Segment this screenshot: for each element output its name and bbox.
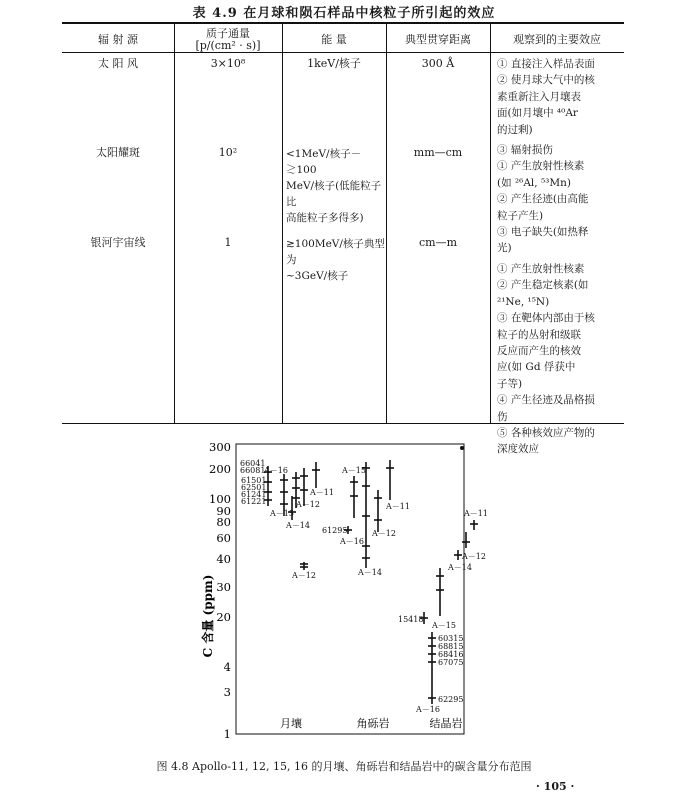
effects-line: (如 ²⁶Al, ⁵³Mn) — [497, 176, 571, 189]
effects-line: 素重新注入月壤表 — [497, 90, 581, 103]
header-source: 辐 射 源 — [98, 33, 138, 46]
row2-penetration: mm—cm — [413, 146, 463, 159]
row2-energy — [286, 146, 386, 226]
effects-line: 面(如月壤中 ⁴⁰Ar — [497, 107, 578, 120]
a12-label: A－12 — [462, 552, 486, 561]
effects-column — [497, 56, 687, 458]
y-tick-label: 200 — [209, 462, 231, 476]
outlier-point — [460, 446, 464, 450]
a16-label: A－16 — [340, 537, 364, 546]
effects-line: ② 产生径迹(由高能 — [497, 193, 589, 206]
crystalline-annotations — [398, 509, 488, 714]
sample-61295-label: 61295 — [322, 526, 348, 535]
a14-label: A－14 — [358, 568, 382, 577]
effects-line: ① 产生放射性核素 — [497, 160, 585, 173]
a11-label: A－11 — [310, 488, 334, 497]
row1-source: 太 阳 风 — [98, 57, 138, 70]
a15-label: A－15 — [270, 509, 294, 518]
effects-line: 反应而产生的核效 — [497, 344, 581, 357]
row2-energy-line: 高能粒子多得多) — [286, 212, 364, 224]
header-energy: 能 量 — [321, 33, 347, 46]
header-flux-line1: 质子通量 — [206, 27, 250, 40]
y-tick-label: 90 — [216, 504, 231, 518]
row1-flux: 3×10⁸ — [210, 57, 246, 70]
soil-sample-label: 62501 — [241, 483, 267, 492]
row2-energy-line: MeV/核子(低能粒子比 — [286, 180, 382, 208]
header-penetration: 典型贯穿距离 — [405, 33, 471, 46]
effects-line: ② 产生稳定核素(如 — [497, 279, 589, 292]
a14-label: A－14 — [448, 563, 472, 572]
soil-sample-label: 61501 — [241, 476, 267, 485]
effects-line: ① 直接注入样品表面 — [497, 58, 595, 70]
table-title: 表 4.9 在月球和陨石样品中核粒子所引起的效应 — [192, 6, 496, 21]
x-category-label: 角砾岩 — [356, 717, 390, 730]
crystalline-sample-label: 67075 — [438, 658, 464, 667]
sample-15418-label: 15418 — [398, 615, 424, 624]
a12-label: A－12 — [372, 529, 396, 538]
y-tick-label: 40 — [216, 552, 231, 566]
col-divider — [282, 22, 283, 424]
soil-sample-label: 61221 — [241, 497, 267, 506]
effects-line: 伤 — [497, 410, 508, 423]
crystalline-sample-label: 60315 — [438, 634, 464, 643]
row1-energy: 1keV/核子 — [307, 57, 361, 70]
y-axis-label: C 含量 (ppm) — [201, 574, 215, 658]
row3-energy-line: ≳100MeV/核子典型为 — [286, 238, 385, 266]
col-divider — [386, 22, 387, 424]
effects-line: ③ 电子缺失(如热释 — [497, 226, 589, 239]
carbon-content-figure — [0, 436, 688, 754]
crystalline-sample-ranges — [420, 520, 478, 704]
effects-line: ③ 在靶体内部由于核 — [497, 312, 595, 325]
crystalline-sample-label: 68815 — [438, 642, 464, 651]
a15-label: A－15 — [432, 621, 456, 630]
col-divider — [490, 22, 491, 424]
soil-sample-label: 61241 — [241, 490, 267, 499]
row2-flux: 10² — [218, 146, 238, 159]
row3-flux: 1 — [224, 236, 232, 249]
x-category-label: 月壤 — [280, 717, 302, 730]
soil-annotations — [240, 459, 334, 580]
effects-line: ④ 产生径迹及晶格损 — [497, 394, 595, 407]
row2-source: 太阳耀斑 — [96, 146, 140, 159]
effects-line: 光) — [497, 242, 512, 255]
effects-line: 的过剩) — [497, 123, 533, 136]
col-divider — [174, 22, 175, 424]
y-tick-label: 300 — [209, 440, 231, 454]
effects-line: 应(如 Gd 俘获中 — [497, 361, 576, 374]
effects-line: ③ 辐射损伤 — [497, 144, 553, 157]
row3-energy — [286, 236, 386, 284]
y-tick-label: 1 — [223, 727, 231, 741]
effects-line: ② 使月球大气中的核 — [497, 74, 595, 87]
y-tick-label: 3 — [223, 685, 231, 699]
soil-sample-label: 66041 — [240, 459, 266, 468]
page-number: · 105 · — [536, 780, 575, 793]
y-tick-label: 100 — [209, 492, 231, 506]
table-header-rule — [62, 52, 624, 53]
a12-label: A－12 — [292, 571, 316, 580]
plot-frame — [236, 444, 464, 734]
effects-line: 粒子的丛射和级联 — [497, 328, 581, 341]
row3-source: 银河宇宙线 — [90, 236, 146, 249]
effects-line: ²¹Ne, ¹⁵N) — [497, 295, 550, 308]
effects-line: 深度效应 — [497, 443, 539, 456]
y-tick-label: 30 — [216, 580, 231, 594]
a12-label: A－12 — [296, 500, 320, 509]
y-tick-label: 20 — [216, 610, 231, 624]
a11-label: A－11 — [464, 509, 488, 518]
figure-caption: 图 4.8 Apollo-11, 12, 15, 16 的月壤、角砾岩和结晶岩中的碳含量分布范围 — [156, 760, 532, 773]
header-flux-line2: [p/(cm² · s)] — [195, 39, 261, 52]
a14-label: A－14 — [286, 521, 310, 530]
header-effects: 观察到的主要效应 — [513, 33, 601, 46]
effects-line: 粒子产生) — [497, 209, 544, 222]
sample-62295-label: 62295 — [438, 695, 464, 704]
crystalline-sample-label: 68416 — [438, 650, 464, 659]
table-top-rule — [62, 22, 624, 24]
y-tick-label: 4 — [223, 660, 231, 674]
effects-line: ⑤ 各种核效应产物的 — [497, 426, 595, 439]
effects-line: ① 产生放射性核素 — [497, 262, 585, 275]
x-category-label: 结晶岩 — [429, 717, 463, 730]
effects-line: 子等) — [497, 377, 523, 390]
y-tick-label: 80 — [216, 515, 231, 529]
row2-energy-line: <1MeV/核子－≳100 — [286, 148, 362, 176]
a11-label: A－11 — [386, 502, 410, 511]
soil-sample-label: 66081 — [240, 466, 266, 475]
a16-label: A－16 — [264, 466, 288, 475]
row3-penetration: cm—m — [418, 236, 458, 249]
y-tick-label: 60 — [216, 531, 231, 545]
breccia-sample-ranges — [344, 460, 394, 568]
a15-label: A－15 — [342, 466, 366, 475]
row1-penetration: 300 Å — [421, 57, 455, 70]
row3-energy-line: ~3GeV/核子 — [286, 270, 349, 282]
a16-label: A－16 — [416, 705, 440, 714]
header-flux — [174, 28, 282, 50]
